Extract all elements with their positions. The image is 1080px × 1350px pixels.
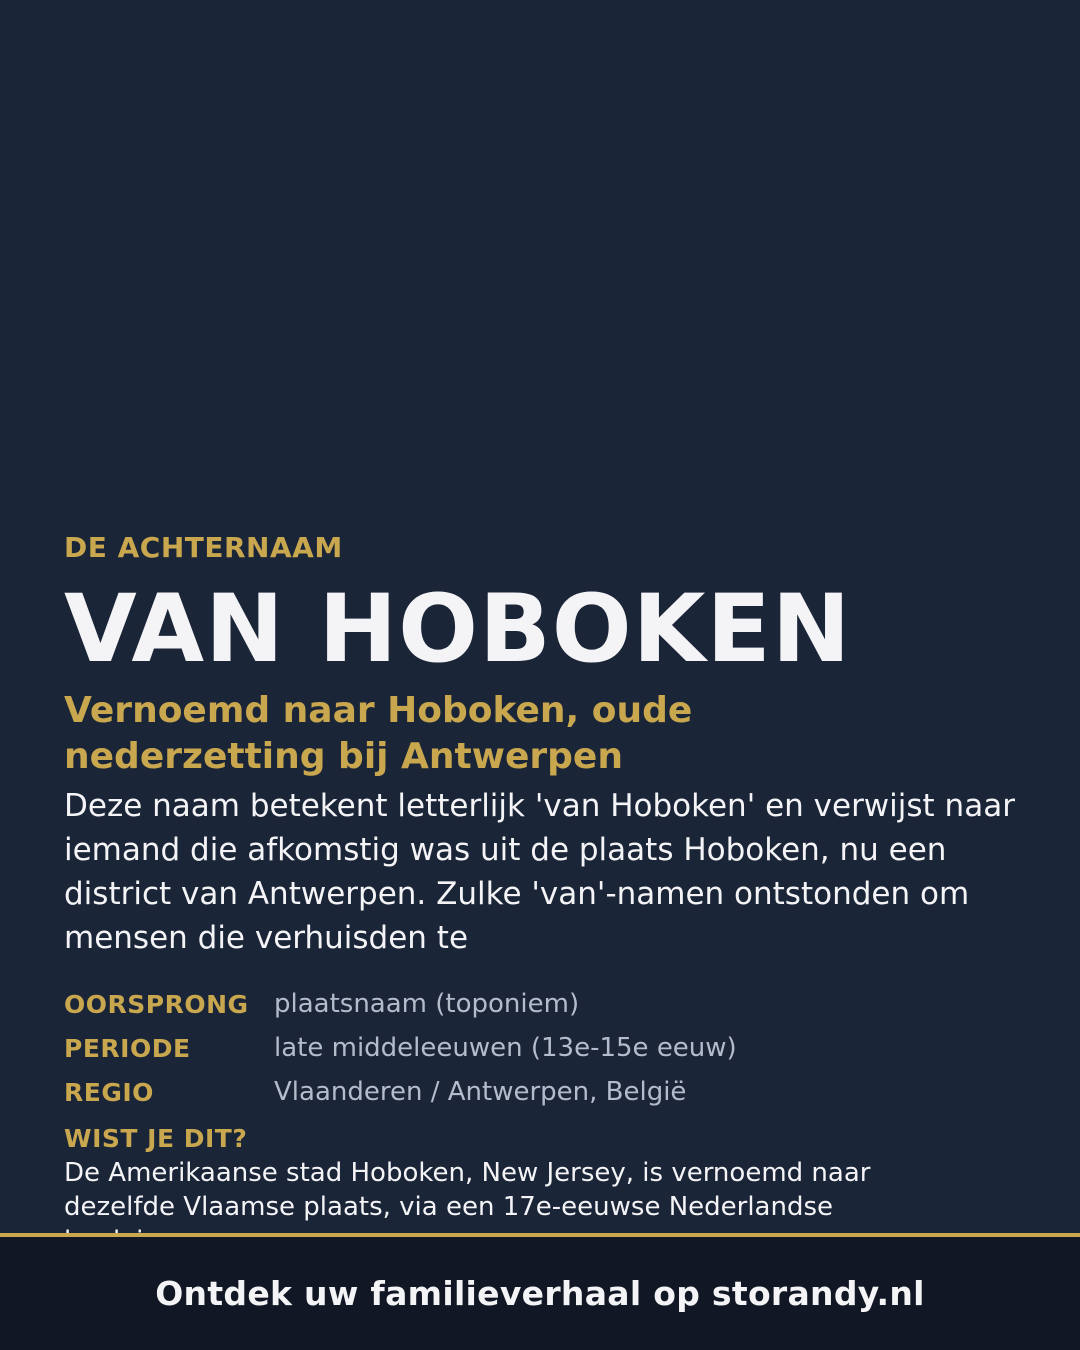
surname-subtitle: Vernoemd naar Hoboken, oude nederzetting bij Antwerpen xyxy=(64,690,693,777)
fact-value: plaatsnaam (toponiem) xyxy=(274,989,580,1019)
footer-banner xyxy=(0,1233,1080,1350)
fact-label: OORSPRONG xyxy=(64,989,249,1019)
fact-label: REGIO xyxy=(64,1077,154,1107)
did-you-know-text: De Amerikaanse stad Hoboken, New Jersey, is vernoemd naar dezelfde Vlaamse plaats, via een 17e-eeuwse Nederlandse xyxy=(64,1158,871,1222)
fact-row-region xyxy=(64,1070,1024,1114)
surname-card xyxy=(64,530,1024,1258)
surname-description: Deze naam betekent letterlijk 'van Hoboken' en verwijst naar iemand die afkomstig was uit de plaats Hoboken, nu een district van Antwerpen. Zulke 'van'-namen ontstonden om mensen die verhuisden te xyxy=(64,788,1015,956)
did-you-know-heading: WIST JE DIT? xyxy=(64,1124,248,1153)
footer-cta-link[interactable]: Ontdek uw familieverhaal op storandy.nl xyxy=(155,1274,925,1313)
fact-label: PERIODE xyxy=(64,1033,191,1063)
facts-list xyxy=(64,982,1024,1114)
eyebrow-label: DE ACHTERNAAM xyxy=(64,531,343,564)
fact-value: late middeleeuwen (13e-15e eeuw) xyxy=(274,1033,737,1063)
fact-value: Vlaanderen / Antwerpen, België xyxy=(274,1077,687,1107)
fact-row-period xyxy=(64,1026,1024,1070)
fact-row-origin xyxy=(64,982,1024,1026)
surname-title: VAN HOBOKEN xyxy=(64,575,852,684)
